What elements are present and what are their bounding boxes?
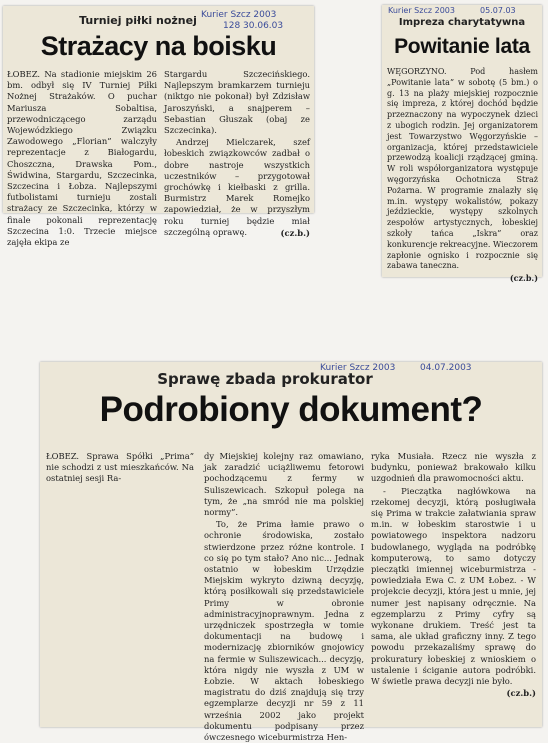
signature: (cz.b.) [509,273,538,284]
headline: Powitanie lata [394,35,530,58]
signature: (cz.b.) [280,228,310,239]
handwritten-date-note: 05.07.03 [480,6,516,15]
signature: (cz.b.) [506,688,536,699]
clipping-strazacy-na-boisku [3,6,314,248]
article-body: WĘGORZYNO. Pod hasłem „Powitanie lata” w sobotę (5 bm.) o g. 13 na plaży miejskiej rozpocznie się impreza, z której dochód będzie przeznaczony na wypoczynek dzieci z ubogich rodzin. Jej organizatorem jest Towarzystwo Węgorzyńskie – organizacja, której przedstawiciele przewodzą koalicji rządzącej gminą. W roli współorganizatora występuje węgorzyńska Ochotnicza Straż Pożarna. W programie znalazły się m.in. występy wokalistów, pokazy jeździeckie, występy szkolnych zespołów artystycznych, łobeskiej szkoły tańca „Iskra” oraz konkurencje rekreacyjne. Wieczorem zapłonie ognisko i rozpocznie się zabawa taneczna. (cz.b.) [387,67,538,284]
handwritten-date-note: 04.07.2003 [420,363,472,373]
handwritten-date-note: 128 30.06.03 [223,21,284,31]
kicker: Impreza charytatywna [398,17,526,28]
headline: Strażacy na boisku [40,31,277,61]
article-column-2: Stargardu Szczecińskiego. Najlepszym bramkarzem turnieju (niktgo nie pokonał) był Zdzisław Jaroszyński, a snajperem – Sebastian Głuszak (obaj ze Szczecinka). Andrzej Mielczarek, szef łobeskich związkowców zadbał o dobre nastroje wszystkich uczestników – przygotował grochówkę i kiełbaski z grilla. Burmistrz Marek Romejko zapowiedział, że w przyszłym roku turniej będzie miał szczególną oprawę. (cz.b.) [164,69,310,239]
article-column-1: ŁOBEZ. Sprawa Spółki „Prima” nie schodzi z ust mieszkańców. Na ostatniej sesji Ra- [46,451,194,484]
kicker: Sprawę zbada prokurator [157,370,373,388]
handwritten-source-note: Kurier Szcz 2003 [388,6,455,15]
handwritten-source-note: Kurier Szcz 2003 [201,10,277,20]
headline: Podrobiony dokument? [99,390,483,429]
article-column-3: ryka Musiała. Rzecz nie wyszła z budynku, ponieważ brakowało kilku uzgodnień dla prawomocności aktu. - Pieczątka nagłówkowa na rzekomej decyzji, którą posługiwała się Prima w trakcie załatwiania spraw m.in. w łobeskim starostwie i u powiatowego inspektora nadzoru budowlanego, wygląda na podróbkę komputerową, to samo dotyczy pieczątki imiennej wiceburmistrza - powiedziała Ewa C. z UM Łobez. - W projekcie decyzji, która jest u mnie, jej numer jest napisany odręcznie. Na egzemplarzu z Primy cyfry są wykonane drukiem. Treść jest ta sama, ale układ graficzny inny. Z tego powodu przekazaliśmy sprawę do prokuratury łobeskiej z wnioskiem o ustalenie i ściganie autora podróbki. W świetle prawa decyzji nie było. (cz.b.) [371,451,536,699]
handwritten-source-note: Kurier Szcz 2003 [320,363,396,373]
clipping-powitanie-lata [382,5,542,284]
clipping-podrobiony-dokument [40,362,542,743]
article-column-1: ŁOBEZ. Na stadionie miejskim 26 bm. odbył się IV Turniej Piłki Nożnej Strażaków. O puchar Mariusza Sobaltisa, przewodniczącego zarządu Wojewódzkiego Związku Zawodowego „Florian” walczyły reprezentacje z Białogardu, Choszczna, Drawska Pom., Świdwina, Stargardu, Szczecinka, Szczecina i Łobza. Najlepszymi futbolistami turnieju zostali strażacy ze Szczecinka, którzy w finale pokonali reprezentację Szczecina 1:0. Trzecie miejsce zajęła ekipa ze [7,69,157,248]
kicker: Turniej piłki nożnej [79,14,197,27]
article-column-2: dy Miejskiej kolejny raz omawiano, jak zaradzić uciążliwemu fetorowi pochodzącemu z fermy w Suliszewicach. Szkopuł polega na tym, że „na smród nie ma polskiej normy”. To, że Prima łamie prawo o ochronie środowiska, zostało stwierdzone przez różne kontrole. I co się po tym stało? Ano nic... Jednak ostatnio w łobeskim Urzędzie Miejskim wykryto dziwną decyzję, którą posiłkowali się przedstawiciele Primy w obronie administracyjnoprawnym. Jedna z urzędniczek spostrzegła w tomie dokumentacji na budowę i modernizację zbiorników gnojowicy na fermie w Suliszewicach... decyzję, która nigdy nie wyszła z UM w Łobzie. W aktach łobeskiego magistratu do dziś znajdują się trzy egzemplarze decyzji nr 59 z 11 września 2002 jako projekt dokumentu podpisany przez ówczesnego wiceburmistrza Hen- [204,451,364,743]
